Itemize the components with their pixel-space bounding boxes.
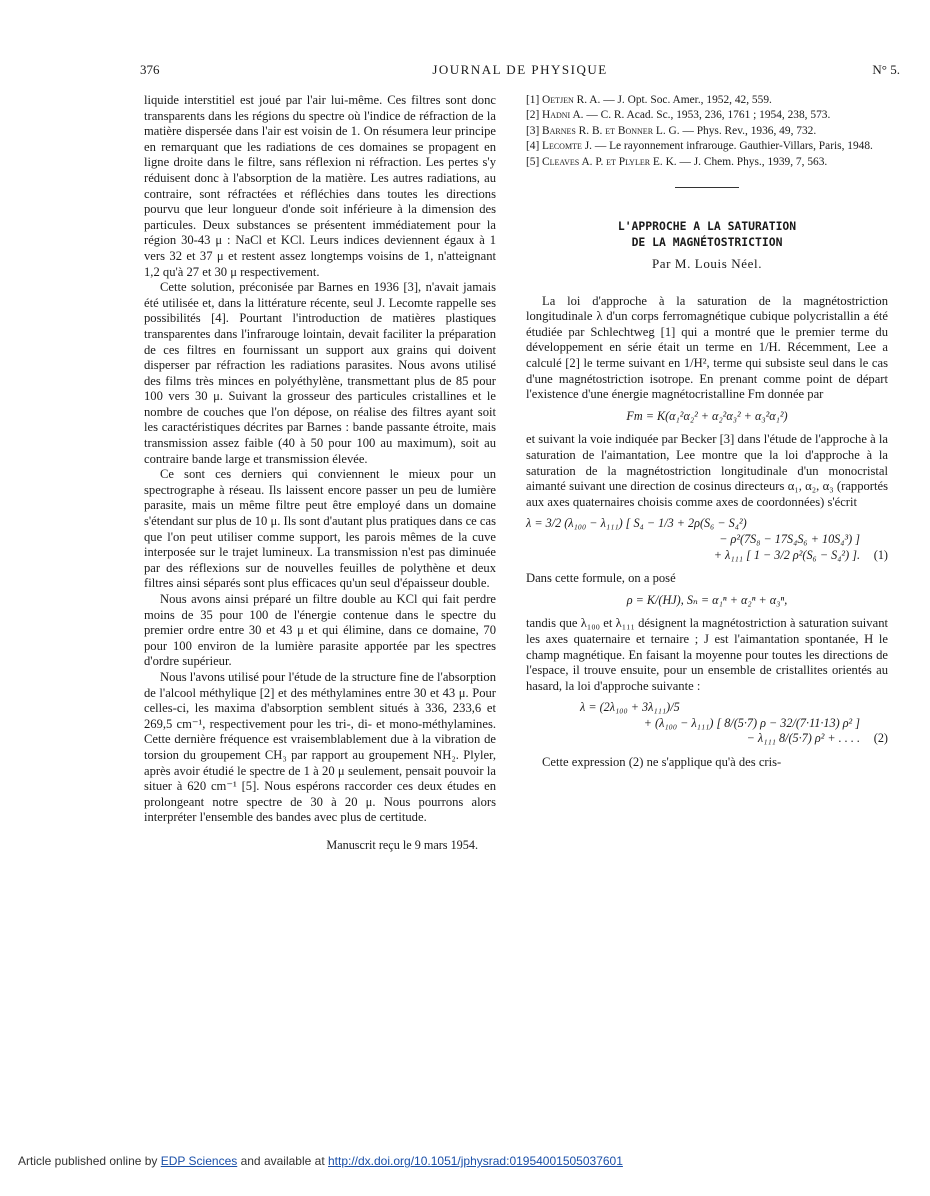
right-column [526,93,888,771]
reference-author: Lecomte J. [542,140,592,153]
paragraph: Cette solution, préconisée par Barnes en 1936 [3], n'avait jamais été utilisée et, dans la littérature récente, seul J. Lecomte rappelle ses possibilités [4]. Pourtant l'introduction de matières plastiques transparentes dans l'infrarouge lointain, devait faciliter la préparation de ces filtres en fournissant un support aux grains qui doivent disperser par réfraction les radiations parasites. Nous avons utilisé des films très minces en polyéthylène, transmettant plus de 85 pour 100 vers 30 μ. Suivant la grosseur des particules cristallines et le nombre de couches que l'on dépose, on réalise des filtres ayant soit les caractéristiques décrites par Barnes : bande passante étroite, mais transmission assez faible (40 à 50 pour 100 au maximum), soit au contraire bande large et transmission élevée. [144,280,496,466]
reference-author: Barnes R. B. et Bonner L. G. [542,124,680,137]
footer-notice: Article published online by EDP Sciences and available at http://dx.doi.org/10.1051/jphysrad:01954001505037601 [18,1154,623,1168]
reference-text: — C. R. Acad. Sc., 1953, 236, 1761 ; 1954, 238, 573. [583,109,831,122]
reference-number: [1] [526,94,540,106]
manuscript-received: Manuscrit reçu le 9 mars 1954. [326,837,478,852]
paragraph: Dans cette formule, on a posé [526,571,676,586]
reference-author: Cleaves A. P. et Plyler E. K. [542,155,677,168]
equation-line: − ρ²(7S₈ − 17S₄S₆ + 10S₄³) ] [719,531,860,546]
equation-number: (2) [873,731,888,746]
equation-fm: Fm = K(α₁²α₂² + α₂²α₃² + α₃²α₁²) [626,408,788,423]
reference-author: Hadni A. [542,109,584,122]
publisher-link[interactable]: EDP Sciences [160,1154,238,1168]
reference-text: — J. Opt. Soc. Amer., 1952, 42, 559. [600,94,772,106]
doi-link[interactable]: http://dx.doi.org/10.1051/jphysrad:01954001505037601 [327,1154,623,1168]
issue-number: N° 5. [872,62,900,77]
article-title-line: DE LA MAGNÉTOSTRICTION [631,235,783,250]
paragraph: tandis que λ₁₀₀ et λ₁₁₁ désignent la magnétostriction à saturation suivant les axes quaternaire et ternaire ; J est l'aimantation spontanée, H le champ magnétique. En faisant la moyenne pour toutes les directions de l'espace, il trouve ensuite, pour un ensemble de cristallites orientés au hasard, la loi d'approche suivante : [526,616,888,693]
reference-item [526,108,888,122]
equation-line: λ = 3/2 (λ₁₀₀ − λ₁₁₁) [ S₄ − 1/3 + 2ρ(S₆ − S₄²) [526,516,747,531]
reference-number: [4] [526,140,540,153]
reference-text: — Phys. Rev., 1936, 49, 732. [679,124,817,137]
left-column [144,93,496,854]
section-divider [675,187,739,188]
reference-text: — J. Chem. Phys., 1939, 7, 563. [676,155,828,168]
page-number: 376 [140,62,160,77]
reference-number: [3] [526,124,540,137]
reference-item [526,124,888,138]
article-author: Par M. Louis Néel. [651,256,763,272]
reference-number: [5] [526,155,540,168]
reference-list [526,93,888,169]
equation-number: (1) [873,547,888,562]
paragraph: Ce sont ces derniers qui conviennent le mieux pour un spectrographe à réseau. Ils laissent encore passer un peu de lumière parasite, mais un même filtre peut être employé dans un domaine s'étendant sur plus de 10 μ. Ils sont d'autant plus pratiques dans ce cas que l'on peut utiliser comme support, les parois mêmes de la cuve interposée sur le trajet lumineux. La transmission n'est pas diminuée par des réflexions sur de nouvelles feuilles de polythène et deux filtres ainsi séparés sont plus efficaces qu'un seul d'épaisseur double. [144,467,496,591]
article-title-line: L'APPROCHE A LA SATURATION [617,219,797,234]
equation-line: + (λ₁₀₀ − λ₁₁₁) [ 8/(5·7) ρ − 32/(7·11·13) ρ² ] [643,715,860,730]
reference-item [526,139,888,153]
reference-item [526,155,888,169]
paragraph: et suivant la voie indiquée par Becker [3] dans l'étude de l'approche à la saturation de l'aimantation, Lee montre que la loi d'approche à la saturation de la magnétostriction longitudinale d'un monocristal aimanté suivant une direction de cosinus directeurs α₁, α₂, α₃ (rapportés aux axes quaternaires choisis comme axes de coordonnées) s'écrit [526,432,888,509]
paragraph: Nous l'avons utilisé pour l'étude de la structure fine de l'absorption de l'alcool méthylique [2] et des méthylamines entre 30 et 43 μ. Pour celles-ci, les maxima d'absorption semblent situés à 336, 233,6 et 269,5 cm⁻¹, respectivement pour les tri-, di- et mono-méthylamines. Cette dernière fréquence est vraisemblablement due à la vibration de torsion du groupement CH₃ par rapport au groupement NH₂. Plyler, après avoir étudié le spectre de 1 à 20 μ seulement, pensait pouvoir la situer à 620 cm⁻¹ [5]. Nous espérons raccorder ces deux études en prolongeant notre spectre de 30 à 20 μ. Nous pourrons alors interpréter l'ensemble des bandes avec plus de certitude. [144,669,496,825]
paragraph: liquide interstitiel est joué par l'air lui-même. Ces filtres sont donc transparents dans les régions du spectre où l'indice de réfraction de la matière dispersée dans l'air est voisin de 1. On résumera leur principe en remarquant que les radiations de ces domaines se propagent en ligne droite dans le filtre, sans réflexion ni réfraction. Les pertes s'y réduisent donc à l'absorption de la matière. Les autres radiations, au contraire, sont réfractées et réfléchies dans toutes les directions pourvu que leur longueur d'onde soit inférieure à la dimension des particules. Deux substances se présentent immédiatement pour la région 30-43 μ : NaCl et KCl. Leurs indices deviennent égaux à 1 vers 32 et 37 μ et restent assez longtemps voisins de 1, n'atteignant 1,2 qu'à 27 et 30 μ respectivement. [144,93,496,279]
equation-1 [526,516,888,563]
paragraph: Nous avons ainsi préparé un filtre double au KCl qui fait perdre moins de 35 pour 100 de l'énergie contenue dans le spectre du premier ordre entre 30 et 43 μ et qui élimine, dans ce domaine, 70 pour 100 environ de la lumière parasite apportée par les spectres d'ordre supérieur. [144,592,496,669]
article-title [526,218,888,250]
reference-number: [2] [526,109,540,122]
equation-rho: ρ = K/(HJ), Sₙ = α₁ⁿ + α₂ⁿ + α₃ⁿ, [626,592,788,607]
equation-line: λ = (2λ₁₀₀ + 3λ₁₁₁)/5 [580,700,680,715]
equation-line: − λ₁₁₁ 8/(5·7) ρ² + . . . . (2) [746,731,888,746]
reference-author: Oetjen R. A. [542,94,601,106]
equation-2 [526,700,888,747]
paragraph: La loi d'approche à la saturation de la magnétostriction longitudinale λ d'un corps ferromagnétique cubique polycristallin a été étudiée par Schlechtweg [1] qui a montré que le premier terme du développement en série était un terme en 1/H. Récemment, Lee a calculé [2] le terme suivant en 1/H², terme qui subsiste seul dans le cas d'une magnétostriction isotrope. En prenant comme point de départ l'existence d'une énergie magnétocristalline Fm donnée par [526,293,888,402]
reference-text: — Le rayonnement infrarouge. Gauthier-Villars, Paris, 1948. [591,140,873,153]
paragraph: Cette expression (2) ne s'applique qu'à des cris- [542,755,782,770]
reference-item [526,93,888,107]
journal-title: JOURNAL DE PHYSIQUE [432,62,608,77]
equation-line: + λ₁₁₁ [ 1 − 3/2 ρ²(S₆ − S₄²) ]. (1) [713,547,888,562]
page-header [140,62,900,82]
